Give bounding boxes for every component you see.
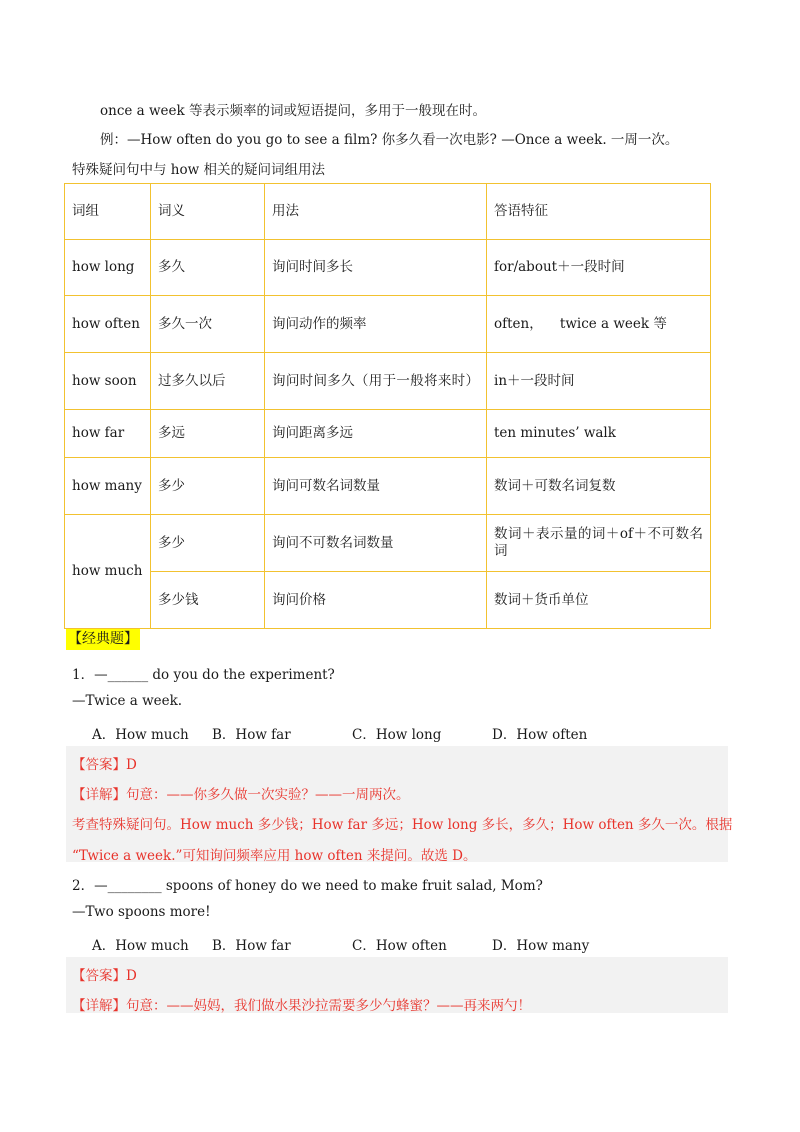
phrase-cell: how many (65, 458, 151, 515)
question-1-option-c: C．How long (352, 727, 442, 743)
usage-cell: 询问价格 (265, 572, 487, 629)
question-2-answer: 【答案】D (72, 968, 137, 984)
question-2-reply: —Two spoons more! (72, 904, 211, 920)
phrase-cell: how often (65, 296, 151, 353)
header-cell: 答语特征 (487, 184, 711, 240)
answer-feature-cell: often， twice a week 等 (487, 296, 711, 353)
question-1-stem: 1．—______ do you do the experiment? (72, 667, 335, 683)
table-row (65, 515, 711, 572)
usage-cell: 询问时间多久（用于一般将来时） (265, 353, 487, 410)
phrase-cell: how far (65, 410, 151, 458)
question-2-option-a: A．How much (92, 938, 189, 954)
table-header-row (65, 184, 711, 240)
usage-cell: 询问动作的频率 (265, 296, 487, 353)
usage-cell: 询问距离多远 (265, 410, 487, 458)
question-2-option-d: D．How many (492, 938, 590, 954)
phrase-cell: how soon (65, 353, 151, 410)
question-1-answer: 【答案】D (72, 757, 137, 773)
phrase-cell: how long (65, 240, 151, 296)
meaning-cell: 多久 (151, 240, 265, 296)
question-2-answer-box (66, 957, 728, 1013)
question-1-answer-box (66, 746, 733, 864)
question-1-explanation-2: 考查特殊疑问句。How much 多少钱；How far 多远；How long 多长，多久；How often 多久一次。根据 (72, 817, 733, 833)
question-1-reply: —Twice a week. (72, 693, 183, 709)
table-row (65, 296, 711, 353)
table-title: 特殊疑问句中与 how 相关的疑问词组用法 (72, 162, 325, 178)
answer-feature-cell: 数词＋表示量的词＋of＋不可数名词 (487, 515, 711, 572)
question-2-stem: 2．—________ spoons of honey do we need to make fruit salad, Mom? (72, 878, 543, 894)
answer-feature-cell: 数词＋可数名词复数 (487, 458, 711, 515)
usage-cell: 询问时间多长 (265, 240, 487, 296)
meaning-cell: 多少 (151, 458, 265, 515)
question-2-option-c: C．How often (352, 938, 447, 954)
phrase-cell: how much (65, 515, 151, 629)
table-row (65, 458, 711, 515)
meaning-cell: 过多久以后 (151, 353, 265, 410)
usage-cell: 询问可数名词数量 (265, 458, 487, 515)
usage-cell: 询问不可数名词数量 (265, 515, 487, 572)
intro-example-line: 例：—How often do you go to see a film? 你多久看一次电影? —Once a week. 一周一次。 (100, 132, 679, 148)
meaning-cell: 多少 (151, 515, 265, 572)
how-phrase-table (64, 183, 711, 629)
table-row (65, 410, 711, 458)
intro-line-1: once a week 等表示频率的词或短语提问，多用于一般现在时。 (100, 103, 487, 119)
table-row (65, 240, 711, 296)
question-1-option-b: B．How far (212, 727, 291, 743)
header-cell: 词义 (151, 184, 265, 240)
question-1-explanation-3: “Twice a week.”可知询问频率应用 how often 来提问。故选 D。 (72, 848, 477, 864)
question-1-option-d: D．How often (492, 727, 588, 743)
answer-feature-cell: in＋一段时间 (487, 353, 711, 410)
question-1-explanation-1: 【详解】句意：——你多久做一次实验？——一周两次。 (72, 787, 410, 803)
answer-feature-cell: for/about＋一段时间 (487, 240, 711, 296)
meaning-cell: 多远 (151, 410, 265, 458)
meaning-cell: 多少钱 (151, 572, 265, 629)
table-row (65, 572, 711, 629)
table-row (65, 353, 711, 410)
meaning-cell: 多久一次 (151, 296, 265, 353)
classic-questions-tag: 【经典题】 (66, 629, 140, 650)
question-2-option-b: B．How far (212, 938, 291, 954)
header-cell: 用法 (265, 184, 487, 240)
header-cell: 词组 (65, 184, 151, 240)
answer-feature-cell: 数词＋货币单位 (487, 572, 711, 629)
question-1-option-a: A．How much (92, 727, 189, 743)
answer-feature-cell: ten minutes’ walk (487, 410, 711, 458)
question-2-explanation-1: 【详解】句意：——妈妈，我们做水果沙拉需要多少勺蜂蜜？——再来两勺！ (72, 998, 531, 1014)
